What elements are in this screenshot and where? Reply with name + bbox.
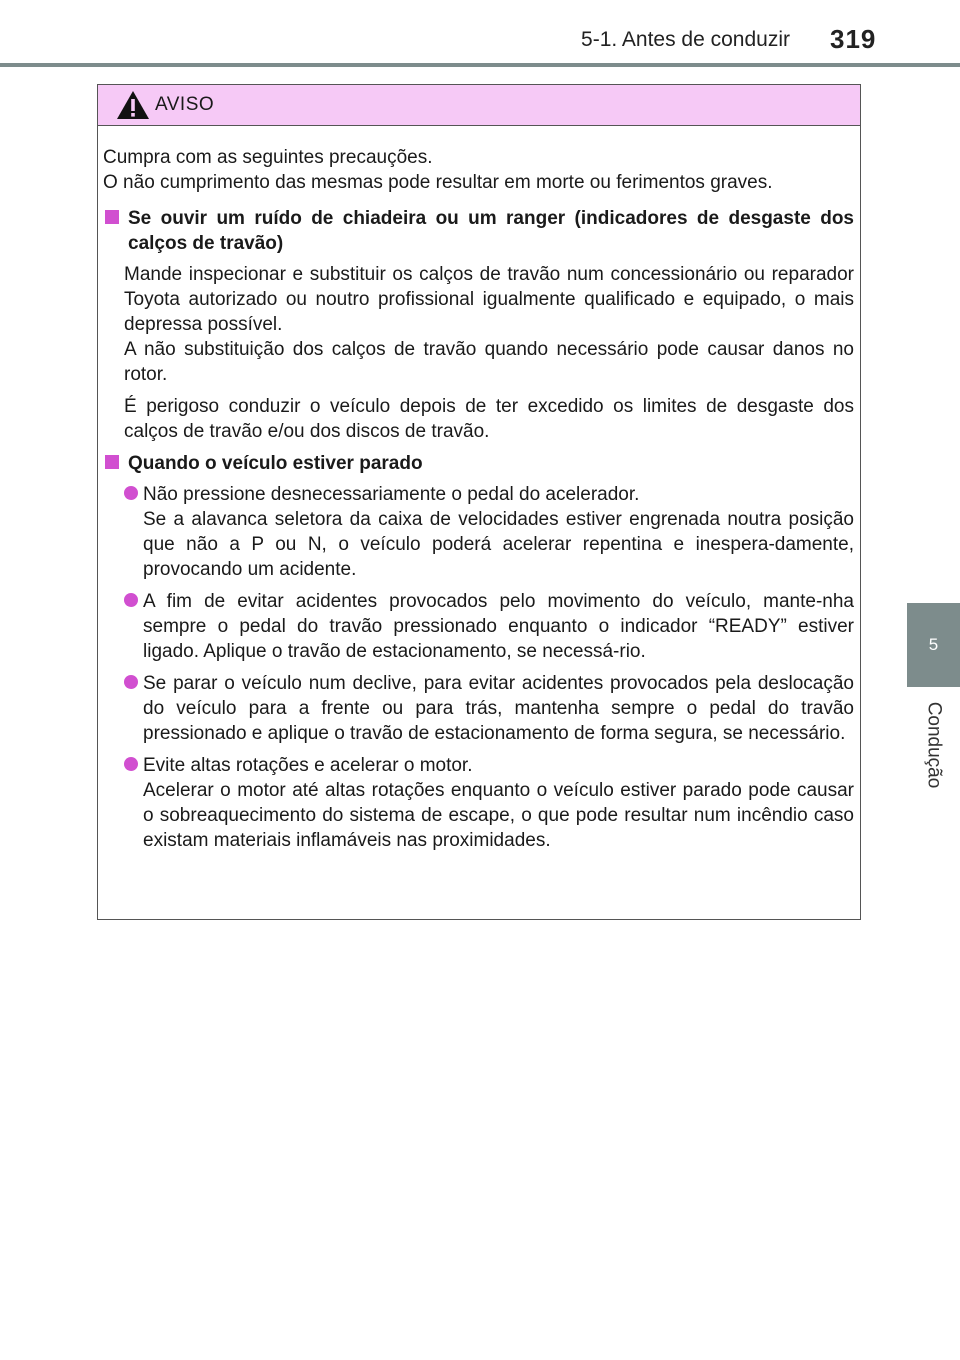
round-bullet-icon xyxy=(124,757,138,771)
square-bullet-icon xyxy=(105,455,119,469)
section-heading xyxy=(103,206,854,256)
paragraph-line: A não substituição dos calços de travão quando necessário pode causar danos no rotor. xyxy=(124,339,854,385)
bullet-line: Evite altas rotações e acelerar o motor. xyxy=(143,755,473,776)
round-bullet-icon xyxy=(124,593,138,607)
round-bullet-icon xyxy=(124,486,138,500)
header-rule xyxy=(0,63,960,67)
page-number: 319 xyxy=(830,24,877,54)
section-paragraph xyxy=(103,262,854,387)
header-section-title: 5-1. Antes de conduzir xyxy=(581,28,790,51)
warning-body xyxy=(103,145,854,860)
bullet-line: Se a alavanca seletora da caixa de velocidades estiver engrenada noutra posição que não a P ou N, o veículo poderá acelerar repentina e inespera-damente, provocando um acidente. xyxy=(143,509,854,580)
bullet-item xyxy=(103,753,854,853)
bullet-text: Se parar o veículo num declive, para evitar acidentes provocados pela deslocação do veículo para a frente ou para trás, mantenha sempre o pedal do travão pressionado e aplique o travão de estacionamento de forma segura, se necessário. xyxy=(143,673,854,744)
chapter-tab-label xyxy=(907,700,960,790)
section-paragraph: É perigoso conduzir o veículo depois de ter excedido os limites de desgaste dos calços de travão e/ou dos discos de travão. xyxy=(124,396,854,442)
bullet-line: Acelerar o motor até altas rotações enquanto o veículo estiver parado pode causar o sobreaquecimento do sistema de escape, o que pode resultar num incêndio caso existam materiais inflamáveis nas proximidades. xyxy=(143,780,854,851)
intro-line: Cumpra com as seguintes precauções. xyxy=(103,147,433,168)
bullet-line: Não pressione desnecessariamente o pedal do acelerador. xyxy=(143,484,640,505)
chapter-label-text: Condução xyxy=(923,701,945,789)
section-heading-text: Quando o veículo estiver parado xyxy=(128,453,423,474)
warning-triangle-icon xyxy=(116,90,150,120)
section-heading xyxy=(103,451,854,476)
section-heading-text: Se ouvir um ruído de chiadeira ou um ranger (indicadores de desgaste dos calços de travão) xyxy=(128,208,854,254)
bullet-text: A fim de evitar acidentes provocados pelo movimento do veículo, mante-nha sempre o pedal do travão pressionado enquanto o indicador “READY” estiver ligado. Aplique o travão de estacionamento, se necessá-rio. xyxy=(143,591,854,662)
bullet-item xyxy=(103,589,854,664)
chapter-tab-number: 5 xyxy=(907,603,960,687)
intro-paragraph xyxy=(103,145,854,195)
warning-title: AVISO xyxy=(155,94,215,115)
intro-line: O não cumprimento das mesmas pode resultar em morte ou ferimentos graves. xyxy=(103,172,773,193)
bullet-item xyxy=(103,671,854,746)
paragraph-line: Mande inspecionar e substituir os calços de travão num concessionário ou reparador Toyota autorizado ou noutro profissional igualmente qualificado e equipado, o mais depressa possível. xyxy=(124,264,854,335)
square-bullet-icon xyxy=(105,210,119,224)
warning-box xyxy=(97,84,861,920)
round-bullet-icon xyxy=(124,675,138,689)
bullet-item xyxy=(103,482,854,582)
warning-header xyxy=(98,85,860,126)
